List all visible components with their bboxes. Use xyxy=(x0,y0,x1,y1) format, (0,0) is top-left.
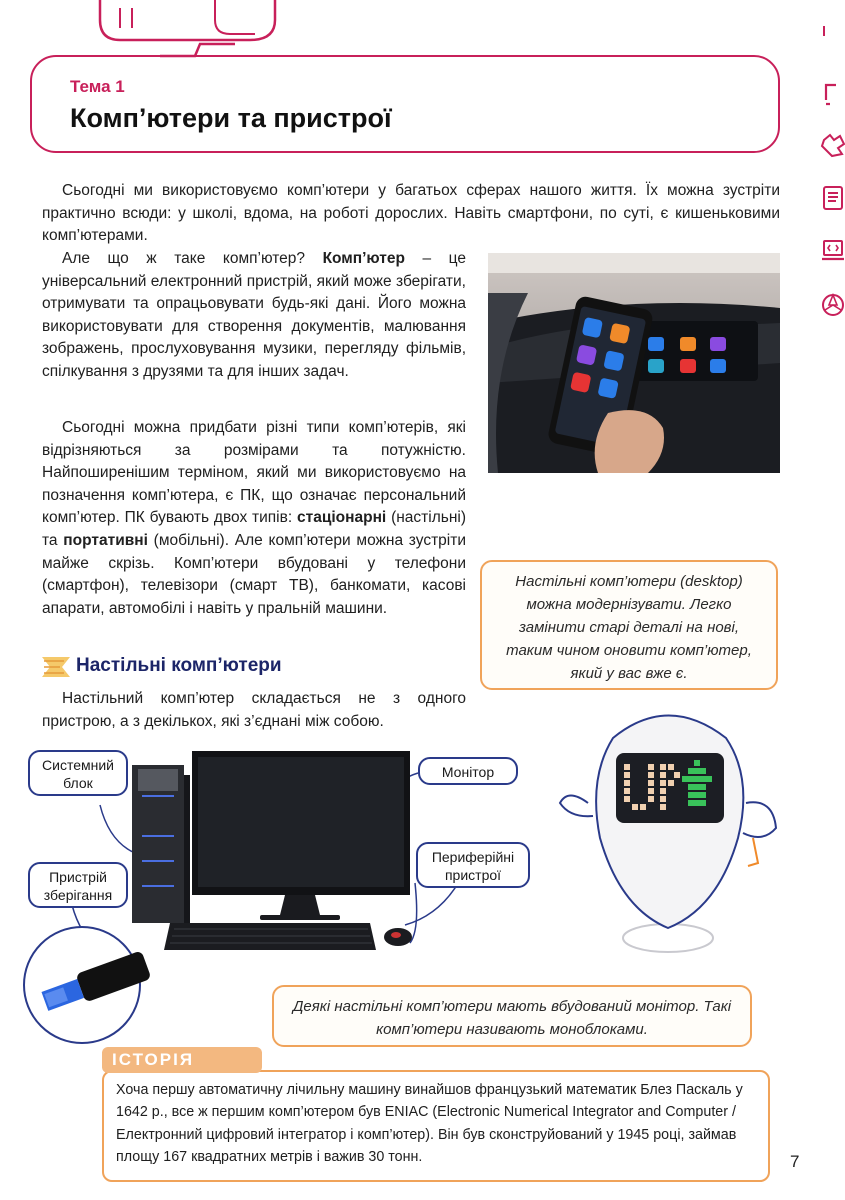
car-smartphone-photo xyxy=(488,253,780,473)
intro-paragraph-1: Сьогодні ми використовуємо комп’ютери у багатьох сферах нашого життя. Їх можна зустріти практично всюди: у школі, вдома, на роботі дорослих. Навіть смартфони, по суті, є кишеньковими комп’ютерами. xyxy=(42,182,780,245)
all-in-one-callout: Деякі настільні комп’ютери мають вбудований монітор. Такі комп’ютери називають моноблоками. xyxy=(272,985,752,1047)
puzzle-icon xyxy=(820,132,845,158)
shutter-icon xyxy=(820,292,845,318)
system-unit-label: Системний блок xyxy=(28,750,128,796)
bracket-icon xyxy=(820,82,845,108)
document-icon xyxy=(820,185,845,211)
section-heading: Настільні комп’ютери xyxy=(76,655,282,676)
intro-paragraph-2: Але що ж таке комп’ютер? Комп’ютер – це універсальний електронний пристрій, який може зберігати, отримувати та опрацьовувати будь-які дані. Його можна використовувати для створення документів, малювання зображень, прослуховування музики, перегляду фільмів, спілкування з друзями та для інших задач. xyxy=(42,250,466,380)
desktop-upgrade-callout: Настільні комп’ютери (desktop) можна модернізувати. Легко замінити старі деталі на нові, таким чином оновити комп’ютер, який у вас вже є. xyxy=(480,560,778,690)
header-decoration xyxy=(0,0,845,60)
section-marker-icon xyxy=(42,655,74,679)
pin-icon xyxy=(820,22,845,48)
storage-device-label: Пристрій зберігання xyxy=(28,862,128,908)
robot-mascot xyxy=(548,708,788,978)
peripherals-label: Периферійні пристрої xyxy=(416,842,530,888)
monitor-label: Монітор xyxy=(418,757,518,785)
page-title: Комп’ютери та пристрої xyxy=(70,103,392,133)
section-text: Настільний комп’ютер складається не з одного пристрою, а з декількох, які з’єднані між собою. xyxy=(42,690,466,730)
laptop-code-icon xyxy=(820,238,845,264)
history-tag: ІСТОРІЯ xyxy=(102,1047,262,1073)
history-text: Хоча першу автоматичну лічильну машину винайшов французький математик Блез Паскаль у 1642 р., все ж першим комп’ютером був ENIAC (Electronic Numerical Integrator and Computer / Електронний цифровий інтегратор і комп’ютер). Він був сконструйований у 1945 році, займав площу 167 квадратних метрів і важив 30 тонн. xyxy=(116,1082,743,1165)
topic-label: Тема 1 xyxy=(70,77,125,96)
page-number: 7 xyxy=(790,1152,800,1171)
intro-paragraph-3: Сьогодні можна придбати різні типи комп’ютерів, які відрізняються за розмірами та потужністю. Найпоширенішим терміном, який ми використовуємо на позначення комп’ютера, є ПК, що означає персональний комп’ютер. ПК бувають двох типів: стаціонарні (настільні) та портативні (мобільні). Але комп’ютери можна зустріти майже скрізь. Комп’ютери вбудовані у телефони (смартфон), телевізори (смарт ТВ), банкомати, касові апарати, автомобілі і навіть у пральній машини. xyxy=(42,419,466,617)
